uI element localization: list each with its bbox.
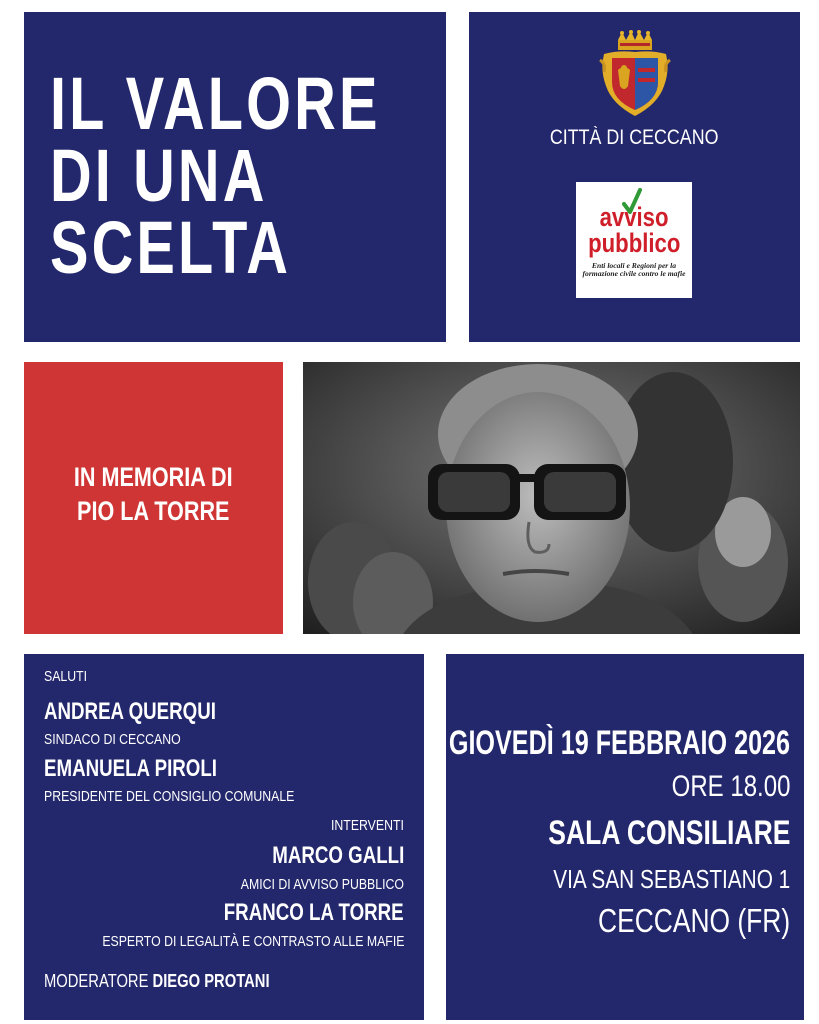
organizers-panel: [469, 12, 800, 342]
title-line-2: DI UNA: [50, 134, 268, 217]
avviso-tagline: Enti locali e Regioni per la formazione civile contro le mafie: [582, 261, 686, 278]
speaker-role: AMICI DI AVVISO PUBBLICO: [240, 876, 404, 893]
event-title: [50, 62, 390, 289]
event-time: ORE 18.00: [671, 770, 790, 803]
speaker-role: SINDACO DI CECCANO: [44, 731, 181, 748]
title-line-3: SCELTA: [50, 206, 292, 289]
memorial-line-2: PIO LA TORRE: [77, 496, 230, 526]
event-venue: SALA CONSILIARE: [547, 814, 790, 852]
title-line-1: IL VALORE: [50, 62, 381, 145]
saluti-label: SALUTI: [44, 668, 88, 685]
program-panel: [24, 654, 424, 1020]
avviso-pubblico-logo: [576, 182, 692, 298]
city-crest-icon: [598, 30, 672, 120]
portrait-photo: [303, 362, 800, 634]
memorial-panel: [24, 362, 283, 634]
speaker-name: EMANUELA PIROLI: [44, 755, 217, 782]
moderator-name: DIEGO PROTANI: [152, 971, 270, 991]
interventi-label: INTERVENTI: [331, 817, 404, 834]
memorial-line-1: IN MEMORIA DI: [74, 462, 233, 492]
event-address: VIA SAN SEBASTIANO 1: [553, 864, 790, 894]
speaker-name: MARCO GALLI: [271, 842, 404, 869]
speaker-name: FRANCO LA TORRE: [224, 899, 404, 926]
pubblico-word: pubblico: [587, 228, 681, 258]
speaker-name: ANDREA QUERQUI: [44, 698, 216, 725]
city-name: CITTÀ DI CECCANO: [550, 126, 719, 149]
speaker-role: ESPERTO DI LEGALITÀ E CONTRASTO ALLE MAFIE: [101, 933, 404, 950]
event-details-panel: [446, 654, 804, 1020]
title-panel: [24, 12, 446, 342]
event-city: CECCANO (FR): [597, 902, 790, 939]
moderator-label: MODERATORE: [44, 971, 149, 991]
event-date: GIOVEDÌ 19 FEBBRAIO 2026: [448, 724, 790, 762]
avviso-word: avviso: [599, 202, 669, 232]
moderator-line: [44, 971, 319, 992]
speaker-role: PRESIDENTE DEL CONSIGLIO COMUNALE: [44, 788, 295, 805]
